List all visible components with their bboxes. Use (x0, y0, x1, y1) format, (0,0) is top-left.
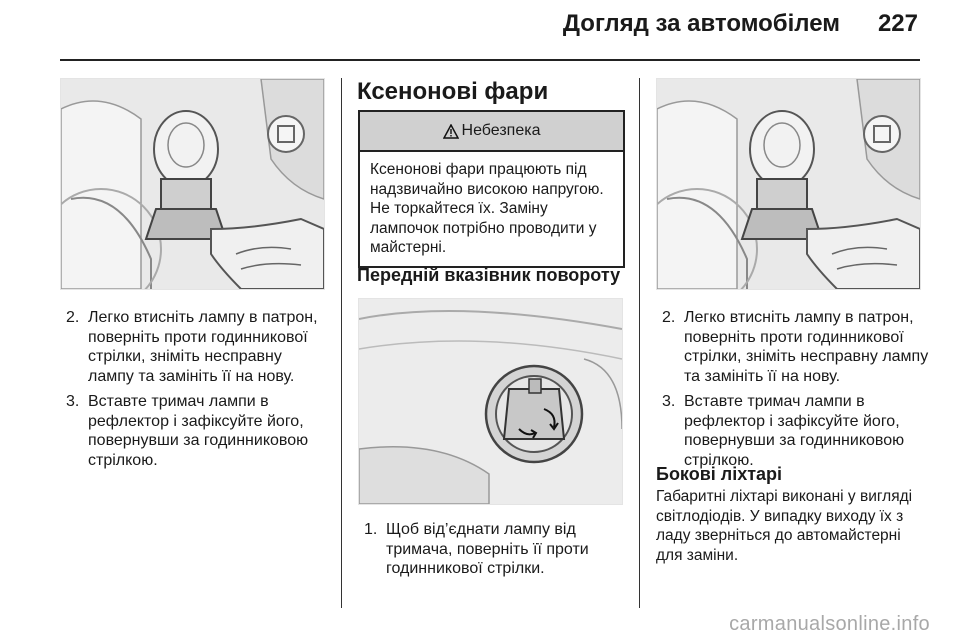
bulb-removal-illustration-right (656, 78, 921, 290)
warning-text: Ксенонові фари працюють під надзвичайно високою напругою. Не торкайтеся їх. Заміну лампочок потрібно проводити у майстерні. (370, 161, 604, 256)
list-item (360, 520, 632, 579)
step-number: 3. (66, 393, 80, 410)
right-steps-list (658, 308, 930, 476)
warning-header (360, 112, 623, 152)
step-text: Легко втисніть лампу в патрон, поверніть проти годинникової стрілки, зніміть несправну лампу та замініть її на нову. (684, 309, 929, 385)
step-text: Вставте тримач лампи в рефлектор і зафіксуйте його, повернувши за годинниковою стрілкою. (88, 393, 309, 469)
list-item (62, 392, 332, 470)
section-title: Ксенонові фари (357, 78, 549, 105)
step-number: 1. (364, 521, 378, 538)
column-divider-left (341, 78, 342, 608)
subheading-turn-signal: Передній вказівник повороту (357, 265, 621, 285)
header-rule (60, 59, 920, 61)
step-number: 2. (662, 309, 676, 326)
step-text: Легко втисніть лампу в патрон, поверніть проти годинникової стрілки, зніміть несправну лампу та замініть її на нову. (88, 309, 318, 385)
watermark: carmanualsonline.info (729, 613, 930, 635)
warning-label: Небезпека (461, 122, 541, 139)
warning-triangle-icon (443, 124, 459, 139)
step-text: Вставте тримач лампи в рефлектор і зафіксуйте його, повернувши за годинниковою стрілкою. (684, 393, 905, 469)
left-steps-list (62, 308, 332, 476)
step-text: Щоб від’єднати лампу від тримача, поверніть її проти годинникової стрілки. (386, 521, 589, 577)
list-item (62, 308, 332, 386)
step-number: 2. (66, 309, 80, 326)
subheading-side-lights: Бокові ліхтарі (656, 464, 783, 484)
page-number: 227 (877, 10, 918, 37)
column-divider-right (639, 78, 640, 608)
list-item (658, 392, 930, 470)
bulb-removal-illustration (60, 78, 325, 290)
list-item (658, 308, 930, 386)
side-lights-paragraph: Габаритні ліхтарі виконані у вигляді світлодіодів. У випадку виходу їх з ладу зверніться до автомайстерні для заміни. (656, 488, 913, 564)
chapter-title: Догляд за автомобілем (562, 10, 840, 37)
turn-signal-illustration (358, 298, 623, 505)
warning-box (358, 110, 625, 268)
middle-steps-list (360, 520, 632, 585)
step-number: 3. (662, 393, 676, 410)
